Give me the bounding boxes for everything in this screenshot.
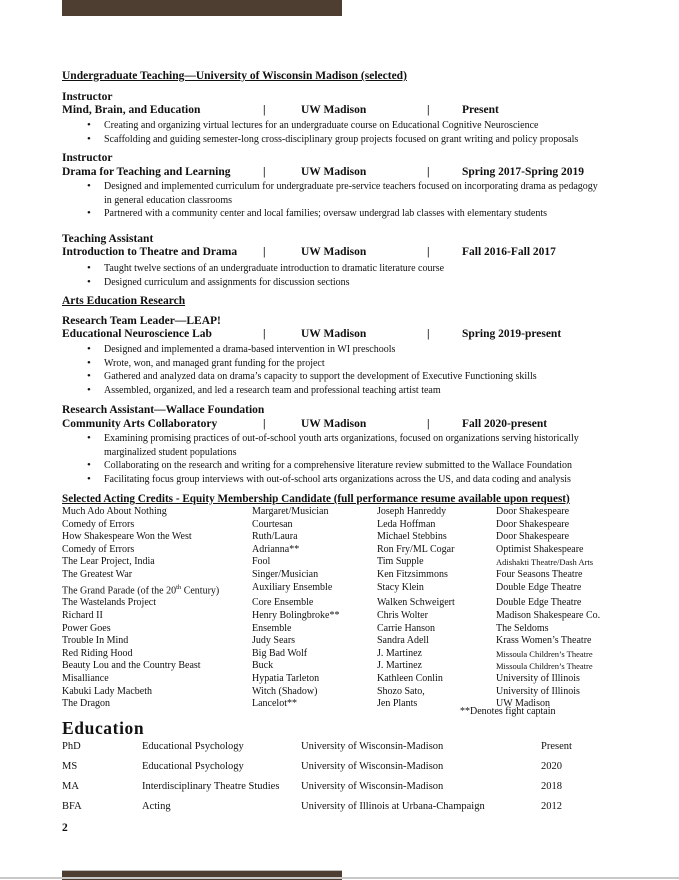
credit-row <box>62 623 626 636</box>
year: 2020 <box>541 761 562 772</box>
entry-header-row <box>62 166 622 181</box>
credit-title-part: Century) <box>181 584 220 596</box>
credit-title: Power Goes <box>62 622 111 634</box>
bullet-item: • Assembled, organized, and led a research team and professional teaching artist team <box>90 384 620 398</box>
credit-role: Margaret/Musician <box>252 506 329 517</box>
credit-director: Stacy Klein <box>377 581 424 593</box>
entry-header-row <box>62 104 622 119</box>
credit-title-superscript: th <box>176 583 182 591</box>
entry-title: Drama for Teaching and Learning <box>62 166 231 178</box>
entry-title: Community Arts Collaboratory <box>62 418 218 430</box>
degree: PhD <box>62 741 81 752</box>
credit-director: Ron Fry/ML Cogar <box>377 543 455 555</box>
credit-director: Michael Stebbins <box>377 531 447 543</box>
credit-row <box>62 506 626 519</box>
field: Educational Psychology <box>142 761 244 772</box>
credit-title-part: The Grand Parade (of the 20 <box>62 584 177 596</box>
credit-title: The Greatest War <box>62 568 133 580</box>
credit-director: Carrie Hanson <box>377 622 436 634</box>
credit-venue: Double Edge Theatre <box>496 581 582 593</box>
bullet-item: • Facilitating focus group interviews with out-of-school arts organizations across the US, and data coding and analysis <box>90 473 620 487</box>
separator: | <box>263 418 266 430</box>
credit-venue: Krass Women’s Theatre <box>496 635 592 647</box>
education-row <box>62 738 572 758</box>
separator: | <box>263 328 266 340</box>
bullet-item: • Examining promising practices of out-of-school youth arts organizations, focused on organizations serving historically marginalized student populations <box>90 432 620 459</box>
credit-row <box>62 686 626 699</box>
credit-row <box>62 648 626 661</box>
school: University of Wisconsin-Madison <box>301 781 444 792</box>
education-row <box>62 778 572 798</box>
credit-title: Comedy of Errors <box>62 518 135 530</box>
bullet-item: • Designed curriculum and assignments for discussion sections <box>90 276 620 290</box>
credit-title: Kabuki Lady Macbeth <box>62 685 152 697</box>
bullet-item: • Designed and implemented curriculum for undergraduate pre-service teachers focused on incorporating drama as pedagogy in general education classrooms <box>90 180 605 207</box>
credit-role: Judy Sears <box>252 635 296 647</box>
separator: | <box>427 166 430 178</box>
education-table <box>62 738 572 818</box>
bullet-list <box>90 119 620 146</box>
education-row <box>62 798 572 818</box>
credit-venue: Door Shakespeare <box>496 518 570 530</box>
credit-role: Ruth/Laura <box>252 531 298 543</box>
credit-director: Walken Schweigert <box>377 597 455 609</box>
fight-captain-note: **Denotes fight captain <box>460 706 556 717</box>
credit-row <box>62 531 626 544</box>
bullet-item: • Collaborating on the research and writing for a comprehensive literature review submitted to the Wallace Foundation <box>90 459 620 473</box>
acting-credits-table <box>62 506 626 711</box>
school: University of Wisconsin-Madison <box>301 761 444 772</box>
separator: | <box>263 246 266 258</box>
entry-dates: Spring 2019-present <box>462 328 562 340</box>
bullet-list <box>90 432 620 486</box>
separator: | <box>427 418 430 430</box>
entry-place: UW Madison <box>301 166 367 178</box>
section-heading-education: Education <box>62 718 145 738</box>
entry-role: Instructor <box>62 152 113 164</box>
credit-venue: Door Shakespeare <box>496 531 570 543</box>
bullet-list <box>90 180 605 221</box>
credit-title: Richard II <box>62 610 103 622</box>
credit-venue: UW Madison <box>496 698 550 710</box>
credit-role: Singer/Musician <box>252 568 319 580</box>
year: Present <box>541 741 572 752</box>
credit-director: Leda Hoffman <box>377 518 436 530</box>
credit-director: J. Martinez <box>377 660 422 672</box>
degree: MS <box>62 761 78 772</box>
bullet-list <box>90 343 620 397</box>
credit-row <box>62 610 626 623</box>
credit-title: Misalliance <box>62 673 109 685</box>
entry-dates: Fall 2016-Fall 2017 <box>462 246 556 258</box>
entry-role: Research Team Leader—LEAP! <box>62 315 221 327</box>
credit-row <box>62 569 626 582</box>
credit-row <box>62 597 626 610</box>
field: Acting <box>142 801 171 812</box>
credit-role: Core Ensemble <box>252 597 314 609</box>
credit-role: Courtesan <box>252 518 293 530</box>
education-row <box>62 758 572 778</box>
entry-header-row <box>62 328 622 343</box>
entry-role: Research Assistant—Wallace Foundation <box>62 404 265 416</box>
bullet-item: • Creating and organizing virtual lectures for an undergraduate course on Educational Cognitive Neuroscience <box>90 119 620 133</box>
credit-role: Lancelot** <box>252 698 297 710</box>
credit-director: J. Martinez <box>377 647 422 659</box>
bullet-list <box>90 262 620 289</box>
entry-header-row <box>62 246 622 261</box>
credit-venue: University of Illinois <box>496 685 580 697</box>
credit-row <box>62 544 626 557</box>
school: University of Illinois at Urbana-Champaign <box>301 801 485 812</box>
entry-header-row <box>62 418 622 433</box>
entry-place: UW Madison <box>301 104 367 116</box>
credit-venue: The Seldoms <box>496 622 549 634</box>
credit-venue: Door Shakespeare <box>496 506 570 517</box>
credit-role: Buck <box>252 660 274 672</box>
credit-title: The Dragon <box>62 698 111 710</box>
credit-title: Comedy of Errors <box>62 543 135 555</box>
page-number: 2 <box>62 822 68 834</box>
credit-title: How Shakespeare Won the West <box>62 531 192 543</box>
bullet-item: • Gathered and analyzed data on drama’s capacity to support the development of Executive Functioning skills <box>90 370 620 384</box>
credit-title: Trouble In Mind <box>62 635 129 647</box>
header-decorative-bar <box>62 0 342 16</box>
year: 2012 <box>541 801 562 812</box>
separator: | <box>263 104 266 116</box>
separator: | <box>427 328 430 340</box>
field: Interdisciplinary Theatre Studies <box>142 781 280 792</box>
credit-venue: Missoula Children’s Theatre <box>496 648 593 659</box>
credit-role: Hypatia Tarleton <box>252 673 320 685</box>
credit-director: Jen Plants <box>377 698 418 710</box>
year: 2018 <box>541 781 562 792</box>
credit-row <box>62 660 626 673</box>
degree: MA <box>62 781 79 792</box>
entry-role: Instructor <box>62 91 113 103</box>
credit-director: Chris Wolter <box>377 610 428 622</box>
bullet-item: • Scaffolding and guiding semester-long cross-disciplinary group projects focused on grant writing and policy proposals <box>90 133 620 147</box>
credit-venue: Missoula Children’s Theatre <box>496 661 593 672</box>
credit-title <box>62 582 252 598</box>
field: Educational Psychology <box>142 741 244 752</box>
bullet-item: • Taught twelve sections of an undergraduate introduction to dramatic literature course <box>90 262 620 276</box>
section-heading-teaching: Undergraduate Teaching—University of Wisconsin Madison (selected) <box>62 70 407 82</box>
bullet-item: • Partnered with a community center and local families; oversaw undergrad lab classes with elementary students <box>90 207 605 221</box>
section-heading-acting: Selected Acting Credits - Equity Membership Candidate (full performance resume available upon request) <box>62 493 570 505</box>
entry-title: Introduction to Theatre and Drama <box>62 246 238 258</box>
credit-title: The Lear Project, India <box>62 556 155 568</box>
entry-title: Educational Neuroscience Lab <box>62 328 212 340</box>
credit-title: The Wastelands Project <box>62 597 156 609</box>
separator: | <box>427 246 430 258</box>
entry-dates: Present <box>462 104 499 116</box>
credit-row <box>62 673 626 686</box>
bullet-item: • Designed and implemented a drama-based intervention in WI preschools <box>90 343 620 357</box>
credit-role: Witch (Shadow) <box>252 685 318 697</box>
credit-role: Fool <box>252 556 271 568</box>
bullet-item: • Wrote, won, and managed grant funding for the project <box>90 357 620 371</box>
credit-role: Auxiliary Ensemble <box>252 581 333 593</box>
credit-row <box>62 519 626 532</box>
credit-director: Tim Supple <box>377 556 424 568</box>
credit-role: Henry Bolingbroke** <box>252 610 340 622</box>
school: University of Wisconsin-Madison <box>301 741 444 752</box>
credit-row <box>62 635 626 648</box>
section-heading-research: Arts Education Research <box>62 295 186 307</box>
credit-venue: Double Edge Theatre <box>496 597 582 609</box>
credit-venue: University of Illinois <box>496 673 580 685</box>
entry-dates: Fall 2020-present <box>462 418 548 430</box>
separator: | <box>263 166 266 178</box>
credit-title: Much Ado About Nothing <box>62 506 167 517</box>
entry-place: UW Madison <box>301 246 367 258</box>
entry-title: Mind, Brain, and Education <box>62 104 201 116</box>
credit-director: Ken Fitzsimmons <box>377 568 448 580</box>
entry-place: UW Madison <box>301 418 367 430</box>
credit-venue: Four Seasons Theatre <box>496 568 583 580</box>
credit-venue: Adishakti Theatre/Dash Arts <box>496 557 594 568</box>
credit-row <box>62 556 626 569</box>
credit-director: Kathleen Conlin <box>377 673 443 685</box>
credit-role: Ensemble <box>252 622 292 634</box>
credit-role: Adrianna** <box>252 543 300 555</box>
credit-role: Big Bad Wolf <box>252 647 308 659</box>
credit-director: Shozo Sato, <box>377 685 425 697</box>
credit-title: Red Riding Hood <box>62 647 133 659</box>
credit-director: Joseph Hanreddy <box>377 506 447 517</box>
credit-venue: Madison Shakespeare Co. <box>496 610 601 622</box>
separator: | <box>427 104 430 116</box>
credit-director: Sandra Adell <box>377 635 429 647</box>
entry-place: UW Madison <box>301 328 367 340</box>
credit-row <box>62 582 626 598</box>
entry-dates: Spring 2017-Spring 2019 <box>462 166 585 178</box>
credit-venue: Optimist Shakespeare <box>496 543 584 555</box>
credit-title: Beauty Lou and the Country Beast <box>62 660 201 672</box>
degree: BFA <box>62 801 82 812</box>
entry-role: Teaching Assistant <box>62 233 154 245</box>
